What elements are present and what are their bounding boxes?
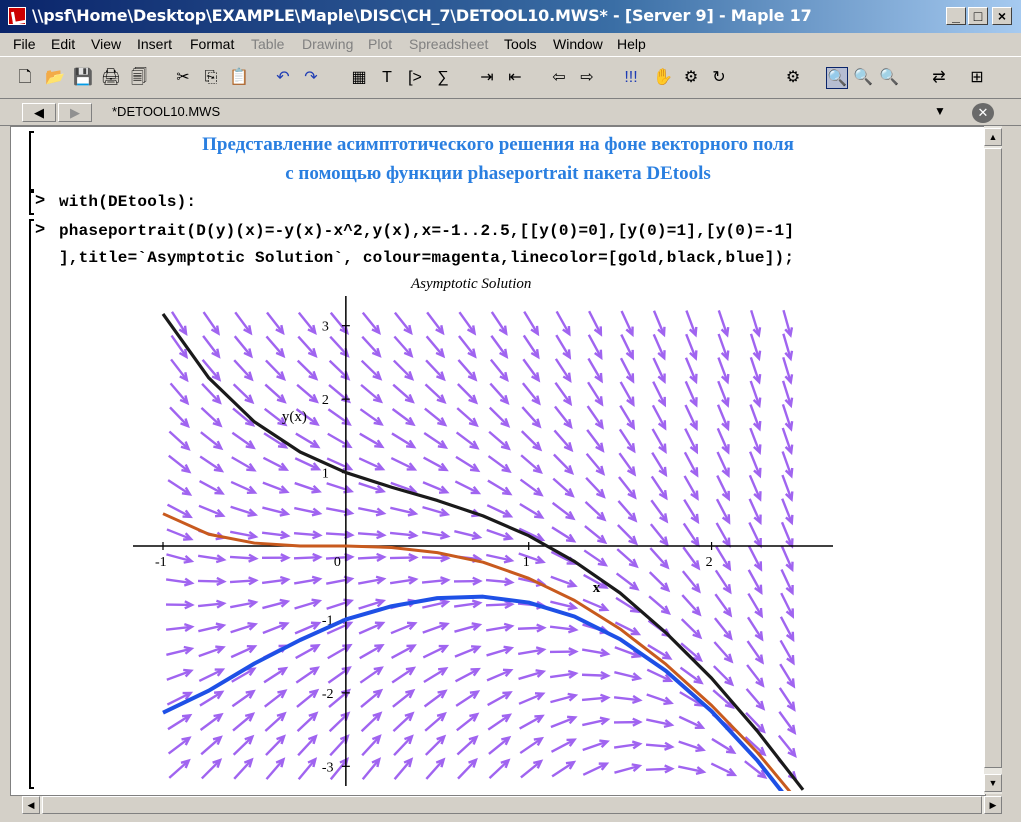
field-arrow [523, 383, 539, 403]
field-arrow [232, 691, 253, 706]
field-arrow [169, 738, 190, 754]
field-arrow [490, 760, 509, 778]
field-arrow [297, 691, 317, 707]
copy-icon[interactable]: ⎘ [204, 69, 218, 86]
insert-text-icon[interactable]: T [382, 69, 392, 86]
field-arrow [747, 689, 764, 709]
field-arrow [489, 738, 509, 754]
toolbar [0, 56, 1021, 99]
menu-table[interactable]: Table [251, 36, 285, 52]
execute-all-icon[interactable]: !!! [624, 69, 638, 86]
field-arrow [425, 409, 445, 425]
field-arrow [523, 359, 538, 380]
input-line-1[interactable]: with(DEtools): [59, 193, 197, 211]
sum-icon[interactable]: ∑ [437, 69, 449, 86]
tab-dropdown-icon[interactable]: ▼ [934, 104, 946, 118]
print-icon[interactable]: 🖨 [100, 69, 122, 86]
field-arrow [393, 691, 413, 707]
field-arrow [683, 571, 699, 591]
field-arrow [393, 409, 414, 425]
field-arrow [521, 455, 541, 472]
close-tab-icon[interactable]: ✕ [972, 103, 994, 123]
field-arrow [201, 432, 221, 448]
solution-curve-3 [163, 597, 803, 791]
field-arrow [426, 360, 444, 379]
outdent-icon[interactable]: ⇤ [508, 69, 522, 86]
scroll-left-icon[interactable]: ◀ [22, 796, 40, 814]
debug-icon[interactable]: ⚙ [683, 69, 699, 86]
field-arrow [491, 360, 507, 380]
field-arrow [553, 479, 572, 496]
field-arrow [171, 359, 187, 380]
field-arrow [779, 712, 794, 733]
field-arrow [458, 384, 476, 402]
indent-icon[interactable]: ⇥ [480, 69, 494, 86]
title-bar [0, 0, 1021, 33]
field-arrow [395, 759, 412, 779]
field-arrow [360, 668, 381, 683]
tab-bar [0, 100, 1021, 126]
field-arrow [522, 407, 539, 426]
field-arrow [554, 430, 571, 450]
field-arrow [232, 433, 253, 448]
field-arrow [201, 737, 221, 754]
scroll-up-icon[interactable]: ▲ [984, 128, 1002, 146]
field-arrow [204, 312, 219, 333]
plot-title: Asymptotic Solution [411, 276, 532, 292]
restart-icon[interactable]: ↻ [712, 69, 726, 86]
menu-help[interactable]: Help [617, 36, 646, 52]
field-arrow [522, 431, 540, 449]
y-tick-label: -1 [321, 613, 334, 629]
field-arrow [458, 360, 475, 380]
forward-tab-button[interactable]: ▶ [58, 103, 92, 122]
stop-icon[interactable]: ✋ [653, 69, 673, 86]
menu-insert[interactable]: Insert [137, 36, 173, 52]
field-arrow [459, 312, 474, 333]
field-arrow [425, 714, 445, 731]
menu-format[interactable]: Format [190, 36, 235, 52]
minimize-button[interactable]: _ [946, 7, 966, 25]
x-tick-label: 2 [705, 555, 713, 570]
field-arrow [299, 313, 315, 333]
cut-icon[interactable]: ✂ [176, 69, 190, 86]
field-arrow [393, 713, 412, 731]
field-arrow [683, 547, 698, 568]
field-arrow [395, 313, 411, 333]
field-arrow [394, 736, 412, 755]
field-arrow [747, 665, 763, 686]
field-arrow [651, 524, 667, 544]
field-arrow [235, 312, 250, 333]
field-arrow [715, 618, 731, 638]
field-arrow [491, 336, 506, 357]
field-arrow [235, 336, 251, 356]
field-arrow [266, 360, 284, 379]
menu-view[interactable]: View [91, 36, 122, 52]
maximize-button[interactable]: □ [968, 7, 988, 25]
phase-portrait-plot[interactable] [123, 291, 843, 791]
field-arrow [425, 384, 444, 402]
field-arrow [457, 714, 477, 730]
input-line-2b[interactable]: ],title=`Asymptotic Solution`, colour=magenta,linecolor=[gold,black,blue]); [59, 249, 795, 267]
field-arrow [490, 408, 508, 426]
field-arrow [362, 736, 380, 755]
options-icon[interactable]: ⚙ [785, 69, 801, 86]
field-arrow [748, 641, 763, 662]
zoom-200-icon[interactable]: 🔍 [879, 69, 899, 86]
insert-math-icon[interactable]: ▦ [351, 69, 367, 86]
menu-drawing[interactable]: Drawing [302, 36, 354, 52]
field-arrow [233, 714, 253, 731]
field-arrow [426, 737, 444, 755]
field-arrow [234, 360, 252, 379]
field-arrow [521, 761, 541, 777]
field-arrow [201, 408, 220, 426]
menu-tools[interactable]: Tools [504, 36, 537, 52]
field-arrow [297, 385, 317, 402]
field-arrow [651, 500, 666, 521]
prompt-1: > [35, 192, 46, 211]
field-arrow [362, 337, 379, 356]
scroll-right-icon[interactable]: ▶ [984, 796, 1002, 814]
field-arrow [682, 619, 701, 637]
menu-plot[interactable]: Plot [368, 36, 393, 52]
field-arrow [554, 454, 572, 473]
field-arrow [265, 714, 284, 731]
undo-icon[interactable]: ↶ [276, 69, 290, 86]
split-icon[interactable]: ⊞ [970, 69, 984, 86]
field-arrow [489, 456, 510, 471]
field-arrow [362, 713, 381, 731]
field-arrow [266, 736, 284, 755]
scroll-thumb[interactable] [984, 148, 1002, 768]
menu-file[interactable]: File [13, 36, 36, 52]
solution-curve-2 [163, 314, 803, 790]
field-arrow [553, 503, 574, 519]
zoom-150-icon[interactable]: 🔍 [853, 69, 873, 86]
y-tick-label: 1 [321, 466, 329, 482]
field-arrow [298, 713, 317, 731]
field-arrow [521, 480, 542, 495]
field-arrow [619, 453, 634, 474]
field-arrow [331, 313, 347, 333]
field-arrow [457, 737, 476, 755]
field-arrow [779, 736, 795, 756]
field-arrow [201, 714, 222, 730]
field-arrow [425, 691, 446, 706]
field-arrow [650, 548, 667, 567]
x-tick-label: 1 [522, 555, 530, 570]
field-arrow [298, 337, 315, 356]
field-arrow [490, 384, 507, 403]
field-arrow [457, 408, 476, 425]
prompt-2: > [35, 221, 46, 240]
menu-edit[interactable]: Edit [51, 36, 76, 52]
save-icon[interactable]: 💾 [73, 69, 93, 86]
redo-icon[interactable]: ↷ [304, 69, 318, 86]
field-arrow [298, 361, 317, 379]
field-arrow [649, 596, 669, 613]
field-arrow [265, 691, 286, 707]
horizontal-scrollbar[interactable] [22, 796, 1002, 814]
field-arrow [585, 526, 605, 542]
worksheet[interactable] [10, 126, 986, 796]
field-arrow [234, 760, 252, 779]
field-arrow [198, 581, 224, 582]
field-arrow [459, 336, 475, 356]
field-arrow [427, 336, 444, 356]
field-arrow [360, 409, 381, 424]
window-title: \\psf\Home\Desktop\EXAMPLE\Maple\DISC\CH_7\DETOOL10.MWS* - [Server 9] - Maple 17 [32, 6, 812, 25]
field-arrow [619, 477, 635, 497]
field-arrow [362, 361, 381, 379]
field-arrow [617, 573, 638, 589]
menu-window[interactable]: Window [553, 36, 603, 52]
field-arrow [715, 594, 730, 615]
field-arrow [394, 337, 411, 356]
back-icon[interactable]: ⇦ [552, 69, 566, 86]
field-arrow [427, 312, 443, 333]
field-arrow [169, 456, 189, 472]
field-arrow [618, 525, 636, 544]
field-arrow [587, 454, 604, 474]
tab-document[interactable]: *DETOOL10.MWS [112, 104, 221, 119]
y-axis-label: y(x) [281, 409, 307, 426]
field-arrow [650, 572, 669, 590]
field-arrow [586, 502, 605, 520]
paste-icon[interactable]: 📋 [229, 69, 249, 86]
menu-bar [0, 33, 1021, 55]
open-icon[interactable]: 📂 [45, 69, 65, 86]
forward-icon[interactable]: ⇨ [580, 69, 594, 86]
new-document-icon[interactable]: 🗋 [18, 69, 32, 86]
field-arrow [361, 385, 381, 402]
x-tick-label: 0 [333, 555, 341, 570]
heading-line-2: с помощью функции phaseportrait пакета DEtools [285, 163, 711, 184]
field-arrow [171, 383, 188, 403]
field-arrow [489, 432, 509, 449]
field-arrow [587, 430, 603, 451]
field-arrow [170, 407, 188, 426]
field-arrow [298, 736, 316, 755]
insert-prompt-icon[interactable]: [> [408, 69, 422, 86]
exec-group-bracket [29, 191, 34, 215]
field-arrow [457, 432, 478, 448]
input-line-2a[interactable]: phaseportrait(D(y)(x)=-y(x)-x^2,y(x),x=-1..2.5,[[y(0)=0],[y(0)=1],[y(0)=-1] [59, 222, 795, 240]
field-arrow [203, 336, 219, 357]
menu-spreadsheet[interactable]: Spreadsheet [409, 36, 489, 52]
y-tick-label: 3 [321, 319, 329, 335]
field-arrow [714, 642, 731, 661]
field-arrow [393, 385, 413, 402]
field-arrow [617, 549, 636, 566]
scroll-down-icon[interactable]: ▼ [984, 774, 1002, 792]
field-arrow [169, 431, 188, 449]
field-arrow [363, 313, 379, 333]
print-preview-icon[interactable]: 🗐 [131, 69, 147, 86]
field-arrow [202, 760, 220, 778]
field-arrow [458, 760, 476, 779]
field-arrow [426, 760, 443, 779]
field-arrow [203, 360, 220, 380]
maple-app-icon[interactable] [8, 7, 26, 25]
h-scroll-thumb[interactable] [42, 796, 982, 814]
field-arrow [299, 759, 316, 779]
field-arrow [234, 737, 253, 755]
heading-line-1: Представление асимптотического решения на фоне векторного поля [202, 134, 794, 155]
field-arrow [169, 761, 188, 778]
x-tick-label: -1 [155, 555, 167, 570]
back-tab-button[interactable]: ◀ [22, 103, 56, 122]
field-arrow [266, 336, 283, 356]
field-arrow [267, 313, 283, 333]
toggle-icon[interactable]: ⇄ [932, 69, 946, 86]
field-arrow [394, 361, 412, 379]
zoom-100-icon[interactable]: 🔍 [826, 67, 848, 89]
field-arrow [586, 478, 604, 497]
field-arrow [267, 759, 284, 779]
field-arrow [363, 759, 380, 779]
y-tick-label: -2 [321, 686, 334, 702]
vertical-scrollbar[interactable] [984, 126, 1002, 794]
field-arrow [682, 595, 699, 614]
y-tick-label: -3 [321, 760, 334, 776]
field-arrow [618, 501, 635, 521]
field-arrow [361, 690, 381, 707]
field-arrow [390, 557, 416, 558]
field-arrow [555, 407, 571, 427]
close-button[interactable]: × [992, 7, 1012, 25]
y-tick-label: 2 [321, 393, 329, 409]
field-arrow [555, 383, 570, 404]
window-border [1002, 126, 1021, 822]
x-axis-label: x [592, 580, 601, 596]
field-arrow [234, 384, 253, 402]
exec-group-bracket-2 [29, 219, 34, 789]
field-arrow [265, 385, 284, 402]
